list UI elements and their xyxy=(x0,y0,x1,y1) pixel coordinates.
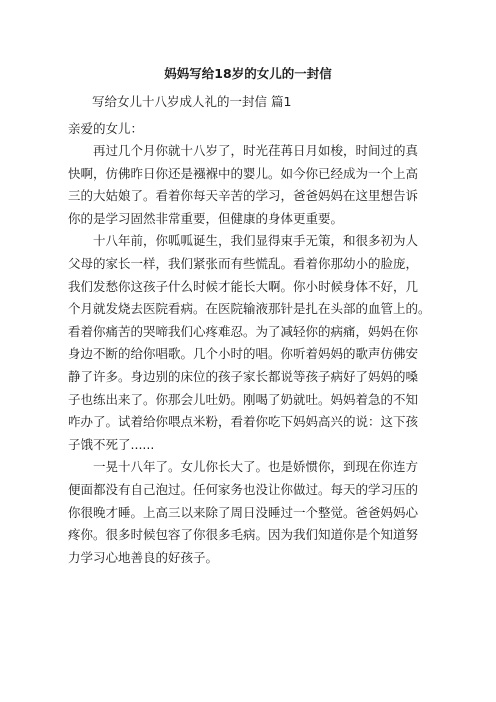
paragraph xyxy=(68,456,440,569)
paragraph xyxy=(68,140,440,230)
document-subtitle: 写给女儿十八岁成人礼的一封信 篇1 xyxy=(92,94,292,109)
document-title: 妈妈写给18岁的女儿的一封信 xyxy=(164,66,332,81)
paragraph-line: 看着你痛苦的哭啼我们心疼难忍。为了减轻你的病痛，妈妈在你 xyxy=(68,323,419,339)
paragraph-line: 个月就发烧去医院看病。在医院输液那针是扎在头部的血管上的。 xyxy=(68,301,431,317)
paragraph-line: 身边不断的给你唱歌。几个小时的唱。你听着妈妈的歌声仿佛安 xyxy=(68,346,419,362)
paragraph-line: 子也练出来了。你那会儿吐奶。刚喝了奶就吐。妈妈着急的不知 xyxy=(68,391,419,407)
paragraph-line: 再过几个月你就十八岁了，时光荏苒日月如梭，时间过的真 xyxy=(93,143,419,158)
paragraph-line: 十八年前，你呱呱诞生，我们显得束手无策，和很多初为人 xyxy=(93,233,419,249)
paragraph-line: 疼你。很多时候包容了你很多毛病。因为我们知道你是个知道努 xyxy=(68,527,419,543)
paragraph-line: 一晃十八年了。女儿你长大了。也是娇惯你，到现在你连方 xyxy=(93,459,419,475)
paragraph-line: 快啊，仿佛昨日你还是襁褓中的婴儿。如今你已经成为一个上高 xyxy=(68,165,419,181)
paragraph xyxy=(68,230,440,456)
paragraph-line: 便面都没有自己泡过。任何家务也没让你做过。每天的学习压的 xyxy=(68,481,419,497)
paragraph-line: 静了许多。身边别的床位的孩子家长都说等孩子病好了妈妈的嗓 xyxy=(68,368,419,384)
paragraph-line: 你的是学习固然非常重要，但健康的身体更重要。 xyxy=(68,210,344,226)
paragraph-line: 子饿不死了...... xyxy=(68,436,155,452)
paragraph-line: 三的大姑娘了。看着你每天辛苦的学习，爸爸妈妈在这里想告诉 xyxy=(68,188,419,204)
paragraph-line: 我们发愁你这孩子什么时候才能长大啊。你小时候身体不好，几 xyxy=(68,278,419,294)
letter-greeting: 亲爱的女儿： xyxy=(68,121,144,136)
paragraph-line: 咋办了。试着给你喂点米粉，看着你吃下妈妈高兴的说：这下孩 xyxy=(68,414,419,430)
paragraph-line: 力学习心地善良的好孩子。 xyxy=(68,549,219,565)
letter-body xyxy=(68,140,440,569)
paragraph-line: 你很晚才睡。上高三以来除了周日没睡过一个整觉。爸爸妈妈心 xyxy=(68,504,419,520)
paragraph-line: 父母的家长一样，我们紧张而有些慌乱。看着你那幼小的脸庞， xyxy=(68,255,419,271)
